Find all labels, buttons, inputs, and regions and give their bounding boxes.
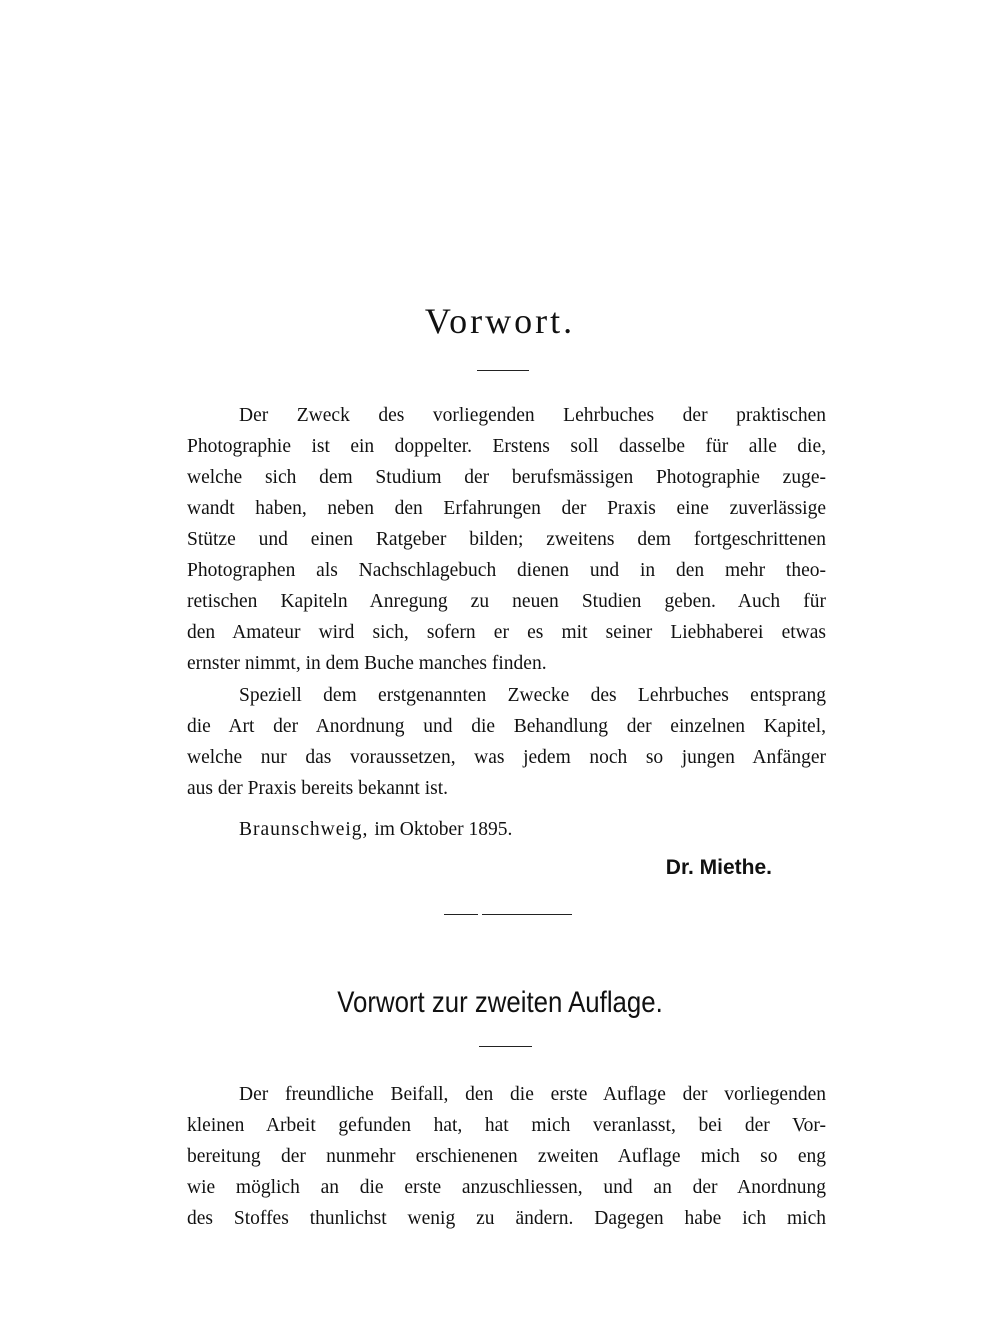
preface-paragraph-1 [187,400,826,679]
text-line: aus der Praxis bereits bekannt ist. [187,778,449,799]
preface-title: Vorwort. [424,301,576,341]
preface-paragraph-2 [187,680,826,804]
text-line: des Stoffes thunlichst wenig zu ändern. Dagegen habe ich mich [187,1208,826,1229]
place-date: im Oktober 1895. [374,819,513,840]
section-separator-right [482,914,572,915]
text-line: Der Zweck des vorliegenden Lehrbuches der praktischen [239,405,826,426]
title-rule [477,370,529,371]
text-line: wie möglich an die erste anzuschliessen, und an der Anordnung [187,1177,826,1198]
text-line: Photographie ist ein doppelter. Erstens soll dasselbe für alle die, [187,436,826,457]
text-line: Der freundliche Beifall, den die erste Auflage der vorliegenden [239,1084,826,1105]
text-line: Speziell dem erstgenannten Zwecke des Lehrbuches entsprang [239,685,826,706]
text-line: kleinen Arbeit gefunden hat, hat mich veranlasst, bei der Vor- [187,1115,826,1136]
text-line: Stütze und einen Ratgeber bilden; zweitens dem fortgeschrittenen [187,529,826,550]
place-city: Braunschweig, [239,819,369,840]
text-line: die Art der Anordnung und die Behandlung der einzelnen Kapitel, [187,716,826,737]
second-preface-title: Vorwort zur zweiten Auflage. [337,986,663,1019]
text-line: retischen Kapiteln Anregung zu neuen Studien geben. Auch für [187,591,826,612]
text-line: welche nur das voraussetzen, was jedem noch so jungen Anfänger [187,747,826,768]
text-line: welche sich dem Studium der berufsmässigen Photographie zuge- [187,467,826,488]
text-line: ernster nimmt, in dem Buche manches finden. [187,653,547,674]
second-preface-paragraph-1 [187,1079,826,1234]
text-line: wandt haben, neben den Erfahrungen der Praxis eine zuverlässige [187,498,826,519]
text-line: bereitung der nunmehr erschienenen zweiten Auflage mich so eng [187,1146,826,1167]
signature: Dr. Miethe. [665,856,772,879]
text-line: den Amateur wird sich, sofern er es mit seiner Liebhaberei etwas [187,622,826,643]
text-line: Photographen als Nachschlagebuch dienen und in den mehr theo- [187,560,826,581]
place-and-date [239,814,512,845]
title-rule [479,1046,532,1047]
section-separator-left [444,914,478,915]
